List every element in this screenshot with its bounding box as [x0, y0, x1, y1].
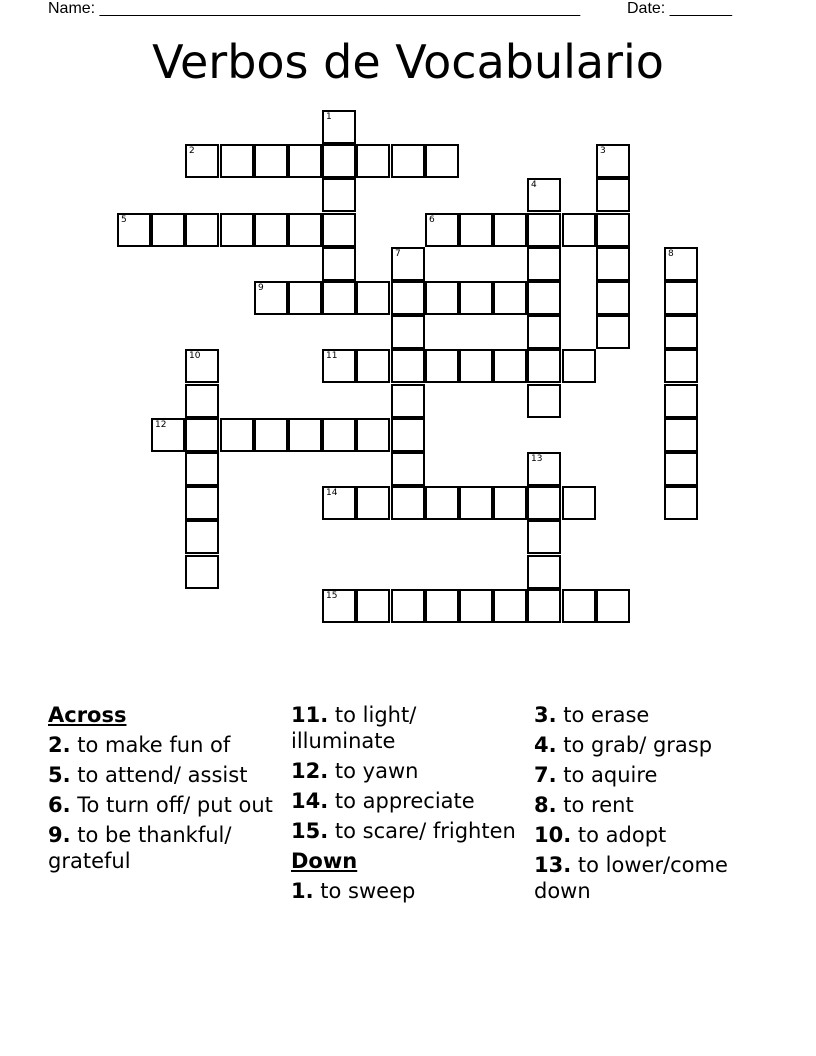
clue-down-7 [534, 762, 774, 788]
grid-cell[interactable] [356, 281, 390, 315]
clue-across-5 [48, 762, 278, 788]
cell-number: 15 [326, 591, 338, 601]
clue-across-2 [48, 732, 278, 758]
grid-cell[interactable] [562, 349, 596, 383]
grid-cell[interactable] [596, 178, 630, 212]
grid-cell[interactable] [391, 384, 425, 418]
grid-cell[interactable] [493, 281, 527, 315]
grid-cell[interactable] [527, 589, 561, 623]
clue-number: 11. [291, 703, 329, 727]
across-heading: Across [48, 703, 127, 727]
grid-cell[interactable] [527, 384, 561, 418]
grid-cell[interactable] [322, 486, 356, 520]
cell-number: 3 [600, 146, 606, 156]
grid-cell[interactable] [288, 144, 322, 178]
clue-text: to grab/ grasp [563, 733, 713, 757]
grid-cell[interactable] [391, 486, 425, 520]
grid-cell[interactable] [562, 589, 596, 623]
clue-number: 12. [291, 759, 329, 783]
grid-cell[interactable] [596, 281, 630, 315]
clue-across-11 [291, 702, 521, 754]
grid-cell[interactable] [527, 349, 561, 383]
grid-cell[interactable] [664, 247, 698, 281]
clue-text: to sweep [320, 879, 416, 903]
grid-cell[interactable] [254, 213, 288, 247]
clue-down-8 [534, 792, 774, 818]
grid-cell[interactable] [493, 486, 527, 520]
grid-cell[interactable] [459, 486, 493, 520]
clue-text: to erase [563, 703, 650, 727]
grid-cell[interactable] [596, 144, 630, 178]
grid-cell[interactable] [391, 247, 425, 281]
clue-column-1 [48, 702, 278, 878]
grid-cell[interactable] [185, 349, 219, 383]
grid-cell[interactable] [527, 178, 561, 212]
grid-cell[interactable] [185, 144, 219, 178]
grid-cell[interactable] [596, 247, 630, 281]
cell-number: 13 [531, 454, 543, 464]
cell-number: 12 [155, 420, 167, 430]
grid-cell[interactable] [254, 144, 288, 178]
clue-number: 15. [291, 819, 329, 843]
grid-cell[interactable] [322, 281, 356, 315]
clue-text: to rent [563, 793, 634, 817]
cell-number: 9 [258, 283, 264, 293]
clue-down-1 [291, 878, 521, 904]
grid-cell[interactable] [493, 349, 527, 383]
grid-cell[interactable] [425, 589, 459, 623]
grid-cell[interactable] [493, 589, 527, 623]
grid-cell[interactable] [288, 281, 322, 315]
clue-number: 14. [291, 789, 329, 813]
clue-text: to lower/come down [534, 853, 728, 903]
clue-text: to scare/ frighten [334, 819, 516, 843]
grid-cell[interactable] [185, 520, 219, 554]
clue-text: to attend/ assist [77, 763, 248, 787]
grid-cell[interactable] [356, 486, 390, 520]
grid-cell[interactable] [527, 520, 561, 554]
grid-cell[interactable] [322, 418, 356, 452]
cell-number: 10 [189, 351, 201, 361]
down-heading: Down [291, 849, 358, 873]
puzzle-title: Verbos de Vocabulario [152, 35, 664, 89]
clue-text: to adopt [577, 823, 667, 847]
grid-cell[interactable] [356, 144, 390, 178]
grid-cell[interactable] [185, 555, 219, 589]
grid-cell[interactable] [117, 213, 151, 247]
clue-across-9 [48, 822, 278, 874]
grid-cell[interactable] [322, 178, 356, 212]
grid-cell[interactable] [562, 213, 596, 247]
cell-number: 6 [429, 215, 435, 225]
cell-number: 14 [326, 488, 338, 498]
clue-text: to make fun of [77, 733, 231, 757]
clue-text: to appreciate [334, 789, 475, 813]
grid-cell[interactable] [459, 213, 493, 247]
grid-cell[interactable] [185, 213, 219, 247]
clue-number: 4. [534, 733, 557, 757]
clue-number: 6. [48, 793, 71, 817]
cell-number: 2 [189, 146, 195, 156]
grid-cell[interactable] [596, 589, 630, 623]
grid-cell[interactable] [596, 213, 630, 247]
grid-cell[interactable] [322, 213, 356, 247]
grid-cell[interactable] [254, 418, 288, 452]
grid-cell[interactable] [151, 418, 185, 452]
grid-cell[interactable] [527, 486, 561, 520]
grid-cell[interactable] [527, 213, 561, 247]
clue-number: 13. [534, 853, 572, 877]
clue-across-14 [291, 788, 521, 814]
grid-cell[interactable] [425, 486, 459, 520]
clue-down-13 [534, 852, 774, 904]
cell-number: 5 [121, 215, 127, 225]
grid-cell[interactable] [185, 486, 219, 520]
name-field-label[interactable]: Name: ______________________________________________________ [48, 0, 581, 17]
clue-down-3 [534, 702, 774, 728]
clue-text: to aquire [563, 763, 658, 787]
grid-cell[interactable] [185, 384, 219, 418]
clue-text: To turn off/ put out [77, 793, 273, 817]
clue-across-15 [291, 818, 521, 844]
grid-cell[interactable] [185, 418, 219, 452]
grid-cell[interactable] [391, 589, 425, 623]
grid-cell[interactable] [527, 247, 561, 281]
grid-cell[interactable] [664, 349, 698, 383]
grid-cell[interactable] [391, 349, 425, 383]
grid-cell[interactable] [356, 349, 390, 383]
clue-text: to light/ illuminate [291, 703, 417, 753]
clue-column-3 [534, 702, 774, 908]
grid-cell[interactable] [391, 418, 425, 452]
clue-number: 1. [291, 879, 314, 903]
grid-cell[interactable] [459, 349, 493, 383]
grid-cell[interactable] [596, 315, 630, 349]
clue-number: 2. [48, 733, 71, 757]
grid-cell[interactable] [664, 418, 698, 452]
date-field-label[interactable]: Date: _______ [627, 0, 732, 17]
grid-cell[interactable] [664, 486, 698, 520]
clue-down-10 [534, 822, 774, 848]
grid-cell[interactable] [151, 213, 185, 247]
cell-number: 7 [395, 249, 401, 259]
grid-cell[interactable] [288, 213, 322, 247]
clue-number: 3. [534, 703, 557, 727]
grid-cell[interactable] [220, 213, 254, 247]
grid-cell[interactable] [527, 452, 561, 486]
grid-cell[interactable] [664, 281, 698, 315]
grid-cell[interactable] [254, 281, 288, 315]
grid-cell[interactable] [356, 418, 390, 452]
grid-cell[interactable] [459, 281, 493, 315]
grid-cell[interactable] [562, 486, 596, 520]
grid-cell[interactable] [322, 349, 356, 383]
clue-number: 7. [534, 763, 557, 787]
grid-cell[interactable] [220, 144, 254, 178]
clue-number: 10. [534, 823, 572, 847]
cell-number: 1 [326, 112, 332, 122]
grid-cell[interactable] [425, 144, 459, 178]
cell-number: 4 [531, 180, 537, 190]
grid-cell[interactable] [425, 349, 459, 383]
clue-across-12 [291, 758, 521, 784]
cell-number: 11 [326, 351, 338, 361]
grid-cell[interactable] [288, 418, 322, 452]
grid-cell[interactable] [391, 452, 425, 486]
clue-text: to be thankful/ grateful [48, 823, 232, 873]
grid-cell[interactable] [459, 589, 493, 623]
clue-number: 8. [534, 793, 557, 817]
grid-cell[interactable] [664, 315, 698, 349]
grid-cell[interactable] [322, 247, 356, 281]
grid-cell[interactable] [391, 281, 425, 315]
grid-cell[interactable] [527, 315, 561, 349]
grid-cell[interactable] [322, 144, 356, 178]
grid-cell[interactable] [664, 384, 698, 418]
grid-cell[interactable] [322, 589, 356, 623]
cell-number: 8 [668, 249, 674, 259]
grid-cell[interactable] [425, 281, 459, 315]
grid-cell[interactable] [356, 589, 390, 623]
grid-cell[interactable] [527, 555, 561, 589]
grid-cell[interactable] [391, 315, 425, 349]
clue-down-4 [534, 732, 774, 758]
grid-cell[interactable] [391, 144, 425, 178]
clue-number: 9. [48, 823, 71, 847]
grid-cell[interactable] [664, 452, 698, 486]
grid-cell[interactable] [425, 213, 459, 247]
clue-across-6 [48, 792, 278, 818]
grid-cell[interactable] [527, 281, 561, 315]
grid-cell[interactable] [185, 452, 219, 486]
grid-cell[interactable] [322, 110, 356, 144]
clue-column-2 [291, 702, 521, 908]
grid-cell[interactable] [493, 213, 527, 247]
clue-number: 5. [48, 763, 71, 787]
worksheet-header [48, 0, 748, 20]
grid-cell[interactable] [220, 418, 254, 452]
clue-text: to yawn [334, 759, 419, 783]
